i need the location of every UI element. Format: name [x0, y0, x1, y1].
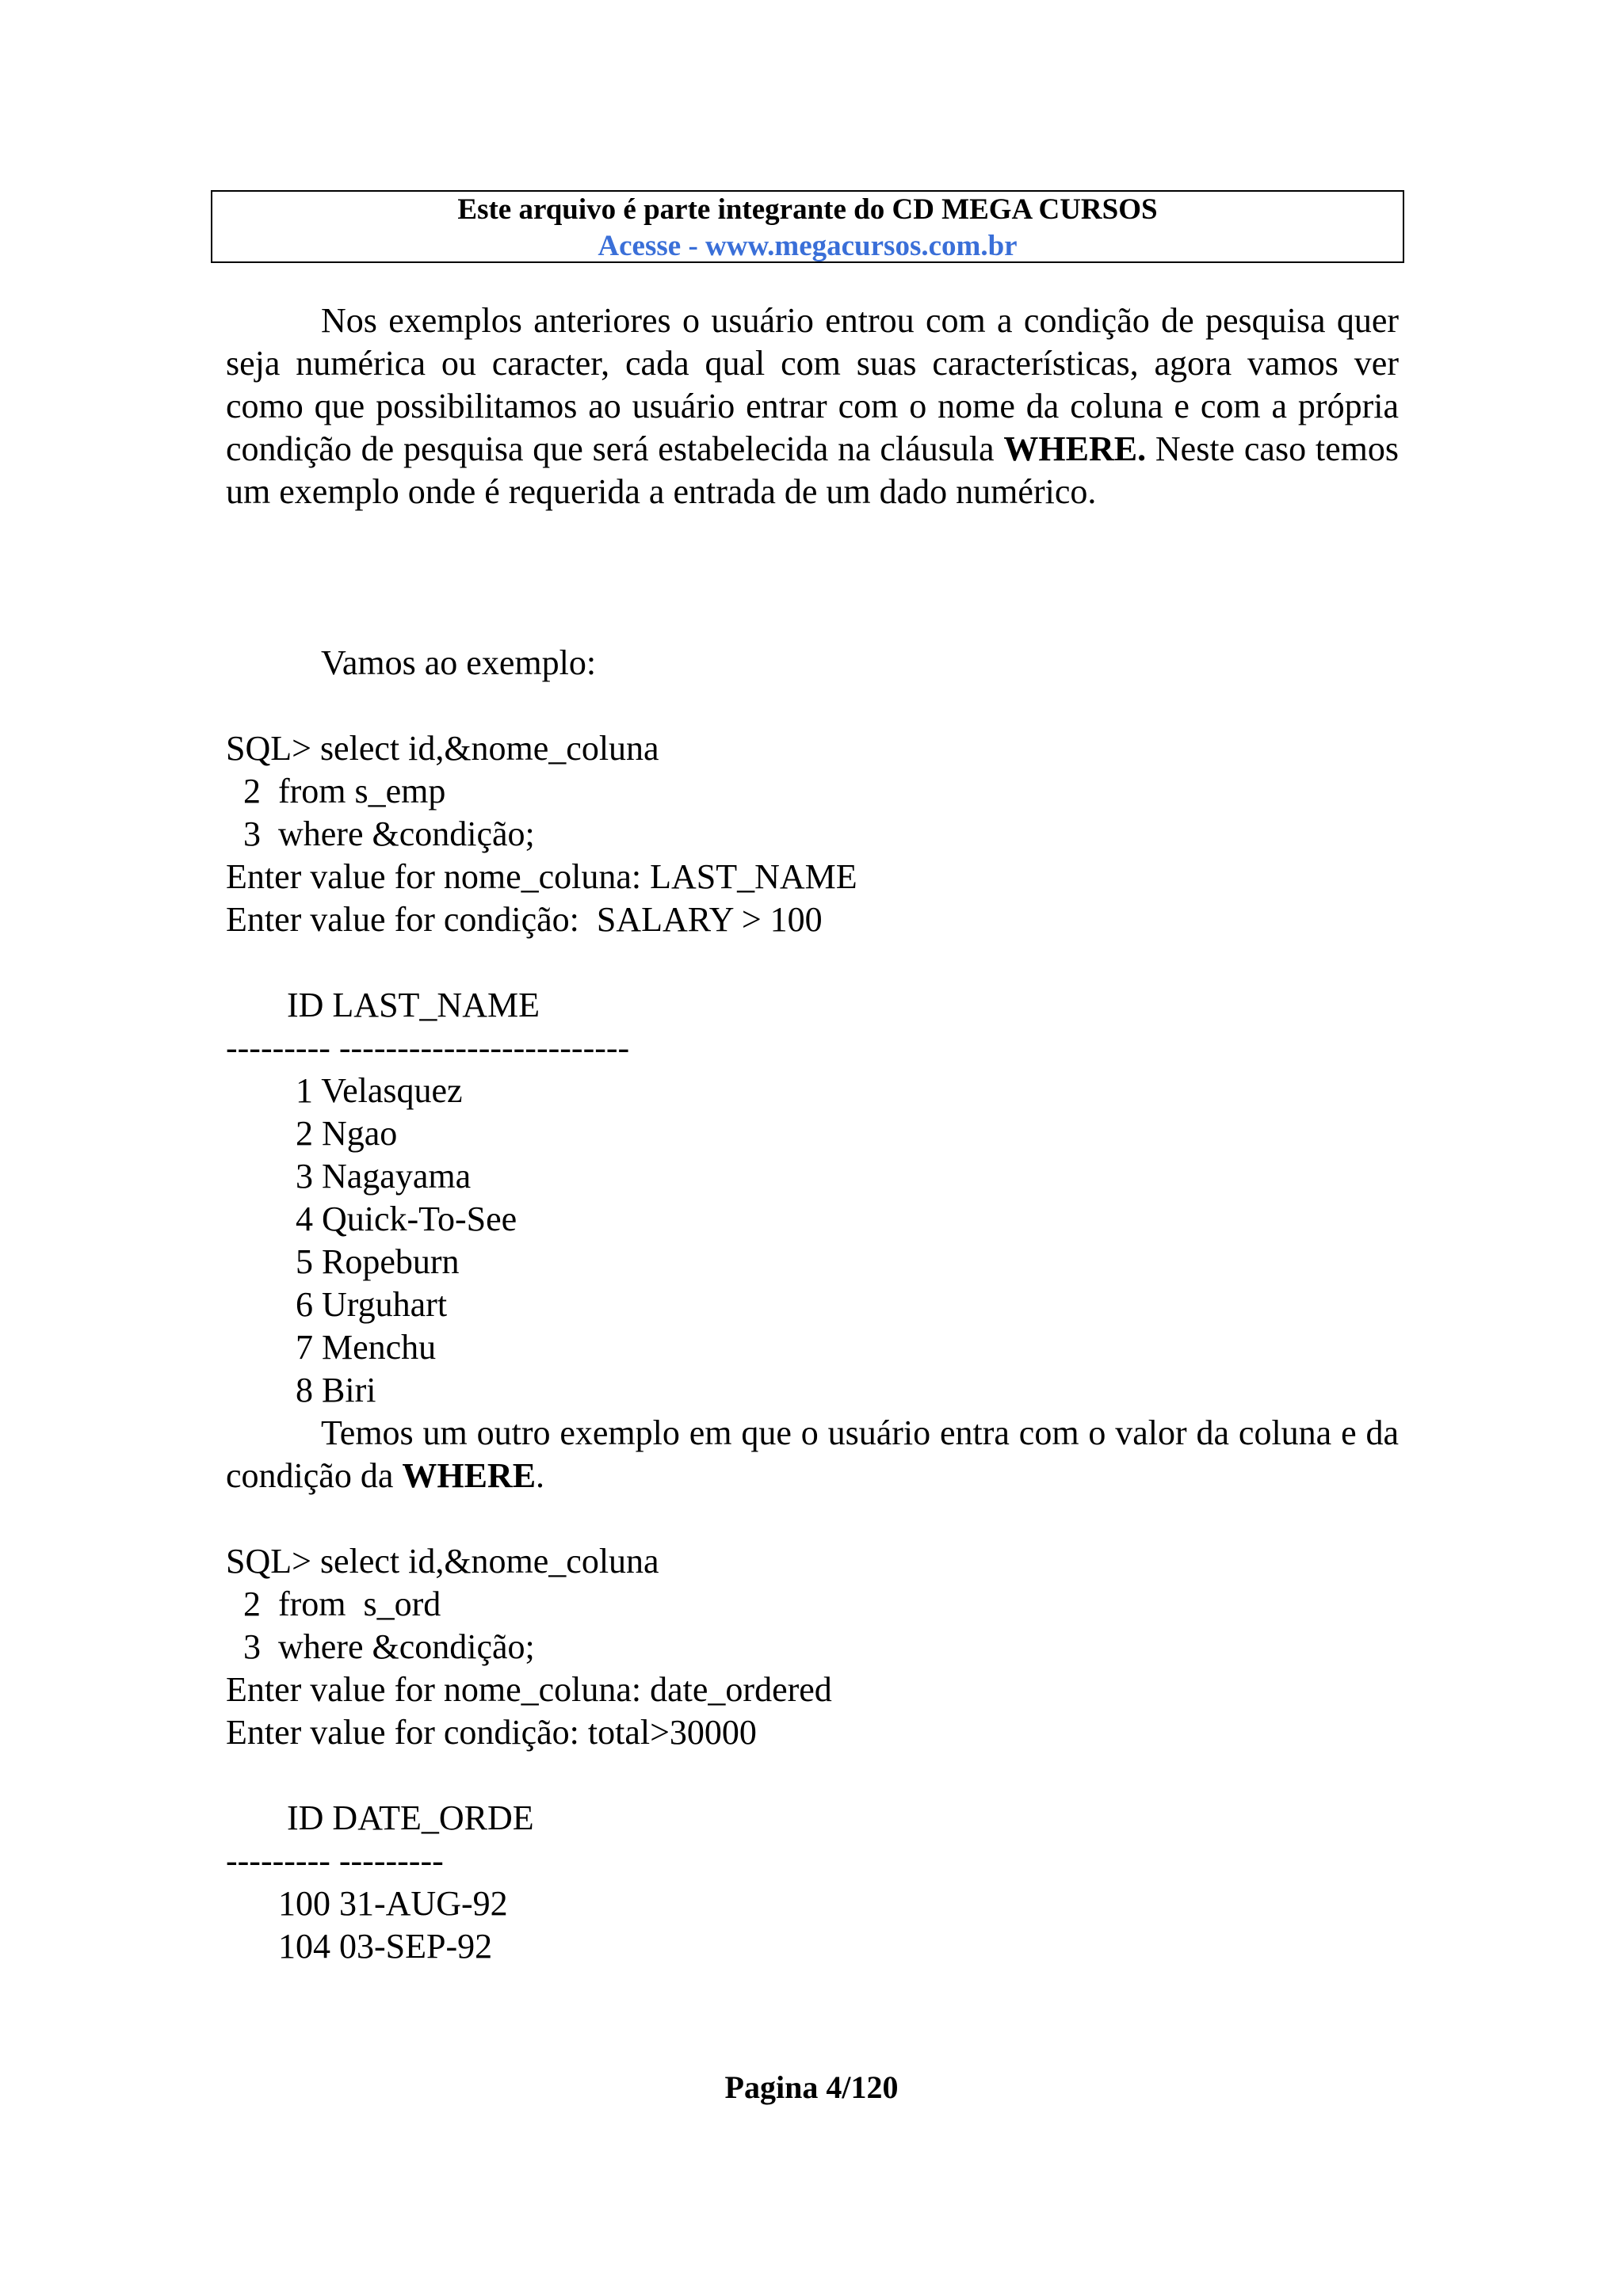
query-line: 3 where &condição; [226, 1627, 535, 1666]
query-line: Enter value for condição: SALARY > 100 [226, 900, 823, 939]
intro-paragraph [226, 299, 1399, 513]
document-header [211, 190, 1404, 263]
second-paragraph [226, 1412, 1399, 1497]
query-line: Enter value for nome_coluna: date_ordered [226, 1670, 832, 1709]
header-link[interactable]: Acesse - www.megacursos.com.br [598, 230, 1018, 262]
result-row: 2 Ngao [226, 1114, 398, 1153]
result-separator: --------- --------- [226, 1841, 444, 1880]
result-row: 5 Ropeburn [226, 1242, 460, 1281]
result-row: 1 Velasquez [226, 1071, 463, 1110]
result-row: 7 Menchu [226, 1328, 437, 1367]
result-separator: --------- ------------------------- [226, 1028, 630, 1067]
header-title: Este arquivo é parte integrante do CD MEGA CURSOS [457, 193, 1158, 226]
query-line: 3 where &condição; [226, 814, 535, 853]
result-header: ID DATE_ORDE [226, 1798, 534, 1837]
result-row: 104 03-SEP-92 [226, 1927, 493, 1966]
example-heading-text: Vamos ao exemplo: [321, 643, 597, 682]
page-number: Pagina 4/120 [724, 2069, 899, 2105]
second-text: Temos um outro exemplo em que o usuário entra com o valor da coluna e da condição da [226, 1413, 1399, 1495]
query1-block [226, 727, 1399, 1412]
intro-text: Nos exemplos anteriores o usuário entrou com a condição de pesquisa quer seja numérica ou caracter, cada qual com suas características, agora vamos ver como que possibilitamos ao usuário entrar com o nome da coluna e com a própria condição de pesquisa que será estabelecida na cláusula [226, 301, 1399, 468]
intro-text-end: Neste caso temos um exemplo onde é requerida a entrada de um dado numérico. [226, 429, 1399, 511]
query-line: 2 from s_ord [226, 1585, 441, 1623]
result-row: 8 Biri [226, 1371, 376, 1409]
query-line: SQL> select id,&nome_coluna [226, 1542, 659, 1581]
query-line: 2 from s_emp [226, 772, 446, 810]
second-text-end: . [536, 1456, 545, 1495]
query-line: Enter value for condição: total>30000 [226, 1713, 757, 1752]
result-row: 4 Quick-To-See [226, 1199, 517, 1238]
result-row: 3 Nagayama [226, 1157, 472, 1196]
second-bold: WHERE [402, 1456, 537, 1495]
example-heading [226, 642, 1399, 685]
intro-bold: WHERE. [1003, 429, 1147, 468]
result-header: ID LAST_NAME [226, 986, 540, 1024]
query-line: Enter value for nome_coluna: LAST_NAME [226, 857, 857, 896]
query2-block [226, 1540, 1399, 1968]
page-body [226, 299, 1399, 1968]
result-row: 100 31-AUG-92 [226, 1884, 508, 1923]
result-row: 6 Urguhart [226, 1285, 448, 1324]
query-line: SQL> select id,&nome_coluna [226, 729, 659, 768]
